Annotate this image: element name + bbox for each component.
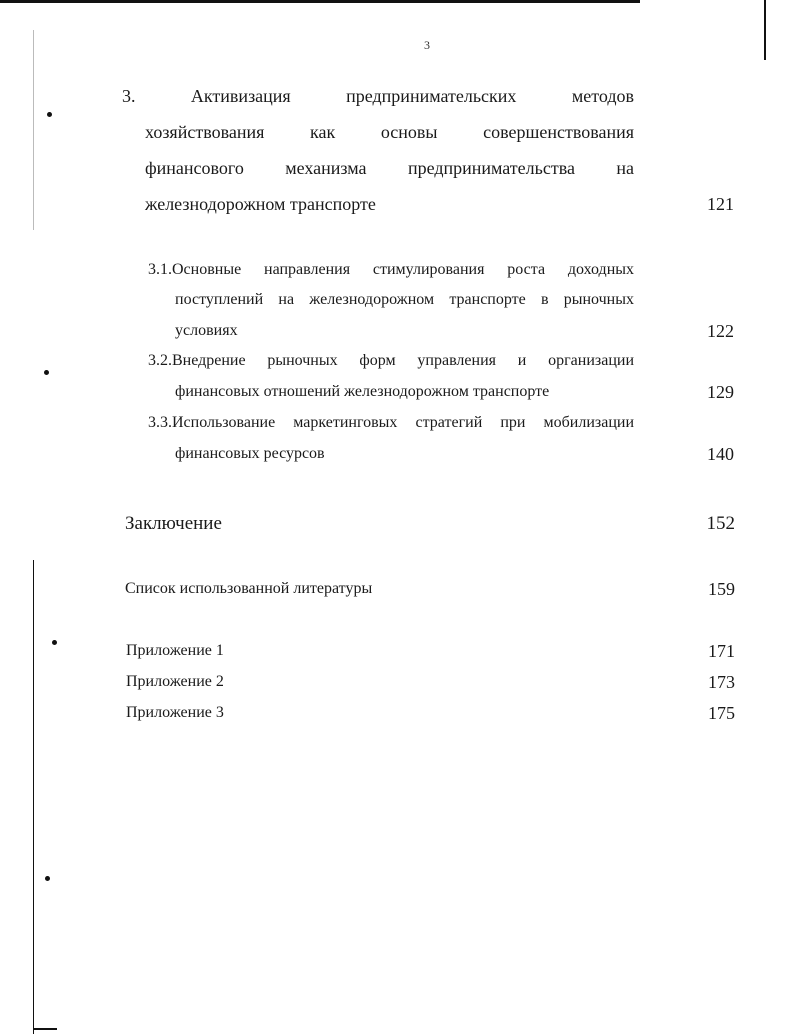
toc-section-title: 3.2.Внедрение рыночных форм управления и организации xyxy=(148,352,634,369)
toc-page-number: 175 xyxy=(708,703,735,723)
toc-page-number: 173 xyxy=(708,672,735,692)
toc-appendix: Приложение 3 xyxy=(126,704,224,721)
toc-appendix: Приложение 2 xyxy=(126,673,224,690)
toc-page-number: 152 xyxy=(706,513,735,534)
toc-chapter-title: хозяйствования как основы совершенствования xyxy=(145,122,634,142)
toc-section-title: 3.3.Использование маркетинговых стратегий при мобилизации xyxy=(148,414,634,431)
toc-page-number: 140 xyxy=(707,444,734,464)
toc-page-number: 159 xyxy=(708,579,735,599)
toc-page-number: 129 xyxy=(707,382,734,402)
toc-conclusion: Заключение xyxy=(125,513,222,534)
scan-bottom-left-mark xyxy=(33,1028,57,1030)
toc-section-title: финансовых ресурсов xyxy=(175,445,325,462)
punch-hole-mark xyxy=(45,876,50,881)
scan-right-border xyxy=(764,0,766,60)
toc-section-title: 3.1.Основные направления стимулирования роста доходных xyxy=(148,261,634,278)
toc-page-number: 121 xyxy=(707,194,734,214)
toc-page-number: 171 xyxy=(708,641,735,661)
punch-hole-mark xyxy=(52,640,57,645)
toc-bibliography: Список использованной литературы xyxy=(125,580,373,597)
toc-chapter-title: железнодорожном транспорте xyxy=(145,194,376,214)
toc-chapter-title: финансового механизма предпринимательства на xyxy=(145,158,634,178)
toc-section-title: поступлений на железнодорожном транспорте в рыночных xyxy=(175,291,634,308)
punch-hole-mark xyxy=(44,370,49,375)
scan-left-border-lower xyxy=(33,560,34,1034)
toc-chapter-title: 3. Активизация предпринимательских методов xyxy=(122,86,634,106)
page-number: 3 xyxy=(424,38,430,52)
toc-page-number: 122 xyxy=(707,321,734,341)
toc-appendix: Приложение 1 xyxy=(126,642,224,659)
toc-section-title: условиях xyxy=(175,322,238,339)
scan-left-border-upper xyxy=(33,30,34,230)
toc-section-title: финансовых отношений железнодорожном транспорте xyxy=(175,383,550,400)
punch-hole-mark xyxy=(47,112,52,117)
scan-top-border xyxy=(0,0,640,3)
